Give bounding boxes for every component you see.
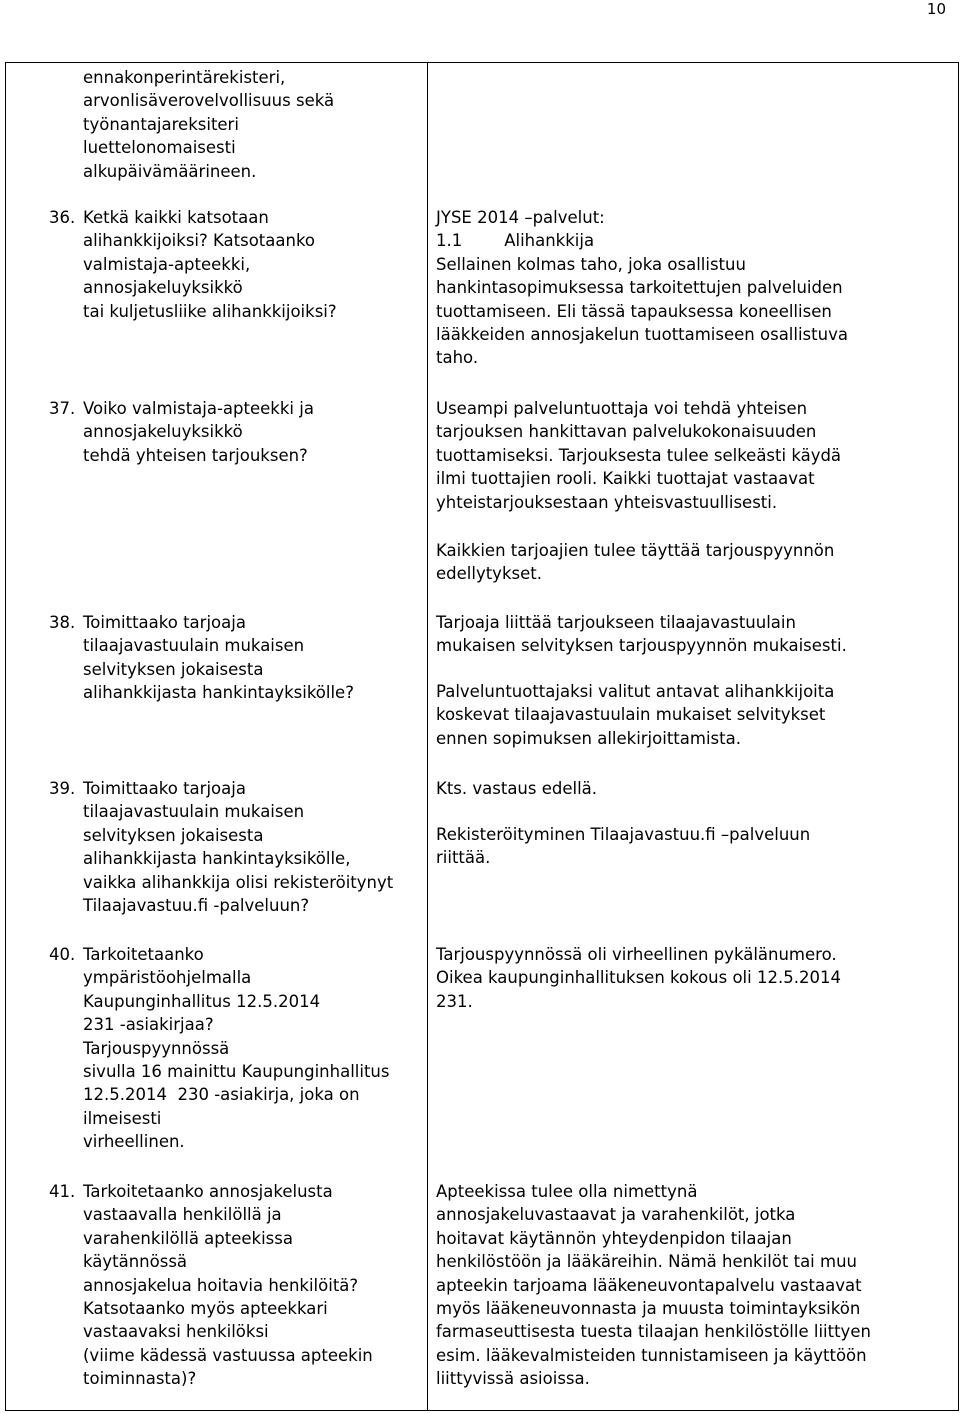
- question-number: 36.: [49, 208, 76, 227]
- answer-37-paragraph-2: Kaikkien tarjoajien tulee täyttää tarjouspyynnön edellytykset.: [436, 541, 835, 584]
- qa-table: [5, 62, 959, 1411]
- answer-39-paragraph-1: Kts. vastaus edellä.: [436, 779, 598, 798]
- answer-38-paragraph-1: Tarjoaja liittää tarjoukseen tilaajavastuulain mukaisen selvityksen tarjouspyynnön mukaisesti.: [436, 613, 847, 656]
- question-number: 38.: [49, 613, 76, 632]
- question-text: Toimittaako tarjoaja tilaajavastuulain mukaisen selvityksen jokaisesta alihankkijasta hankintayksikölle, vaikka alihankkija olisi rekisteröitynyt Tilaajavastuu.fi -palveluun?: [83, 779, 394, 916]
- answer-40: Tarjouspyynnössä oli virheellinen pykälänumero. Oikea kaupunginhallituksen kokous oli 12.5.2014 231.: [436, 945, 841, 1011]
- answer-39-paragraph-2: Rekisteröityminen Tilaajavastuu.fi –palveluun riittää.: [436, 825, 811, 868]
- answer-37-paragraph-1: Useampi palveluntuottaja voi tehdä yhteisen tarjouksen hankittavan palvelukokonaisuuden tuottamiseksi. Tarjouksesta tulee selkeästi käydä ilmi tuottajien rooli. Kaikki tuottajat vastaavat yhteistarjouksestaan yhteisvastuullisesti.: [436, 399, 842, 512]
- question-number: 40.: [49, 945, 76, 964]
- answer-38-paragraph-2: Palveluntuottajaksi valitut antavat alihankkijoita koskevat tilaajavastuulain mukaiset selvitykset ennen sopimuksen allekirjoittamista.: [436, 682, 835, 748]
- answer-41: Apteekissa tulee olla nimettynä annosjakeluvastaavat ja varahenkilöt, jotka hoitavat käytännön yhteydenpidon tilaajan henkilöstöön ja lääkäreihin. Nämä henkilöt tai muu apteekin tarjoama lääkeneuvontapalvelu vastaavat myös lääkeneuvonnasta ja muusta toimintayksikön farmaseuttisesta tuesta tilaajan henkilöstölle liittyen esim. lääkevalmisteiden tunnistamiseen ja käyttöön liittyvissä asioissa.: [436, 1182, 871, 1389]
- question-text: Tarkoitetaanko annosjakelusta vastaavalla henkilöllä ja varahenkilöllä apteekissa käytännössä annosjakelua hoitavia henkilöitä? Katsotaanko myös apteekkari vastaavaksi henkilöksi (viime kädessä vastuussa apteekin toiminnasta)?: [83, 1182, 373, 1389]
- question-text: Voiko valmistaja-apteekki ja annosjakeluyksikkö tehdä yhteisen tarjouksen?: [83, 399, 314, 465]
- question-number: 41.: [49, 1182, 76, 1201]
- intro-text: ennakonperintärekisteri, arvonlisäverovelvollisuus sekä työnantajareksiteri luettelonomaisesti alkupäivämäärineen.: [83, 68, 335, 181]
- question-text: Toimittaako tarjoaja tilaajavastuulain mukaisen selvityksen jokaisesta alihankkijasta hankintayksikölle?: [83, 613, 354, 703]
- question-text: Ketkä kaikki katsotaan alihankkijoiksi? Katsotaanko valmistaja-apteekki, annosjakeluyksikkö tai kuljetusliike alihankkijoiksi?: [83, 208, 337, 321]
- answer-36: JYSE 2014 –palvelut: 1.1 Alihankkija Sellainen kolmas taho, joka osallistuu hankintasopimuksessa tarkoitettujen palveluiden tuottamiseen. Eli tässä tapauksessa koneellisen lääkkeiden annosjakelun tuottamiseen osallistuva taho.: [436, 208, 848, 368]
- question-number: 37.: [49, 399, 76, 418]
- page-number: 10: [926, 0, 946, 18]
- question-number: 39.: [49, 779, 76, 798]
- column-divider: [427, 63, 428, 1410]
- question-text: Tarkoitetaanko ympäristöohjelmalla Kaupunginhallitus 12.5.2014 231 -asiakirjaa? Tarjouspyynnössä sivulla 16 mainittu Kaupunginhallitus 12.5.2014 230 -asiakirja, joka on ilmeisesti virheellinen.: [83, 945, 390, 1152]
